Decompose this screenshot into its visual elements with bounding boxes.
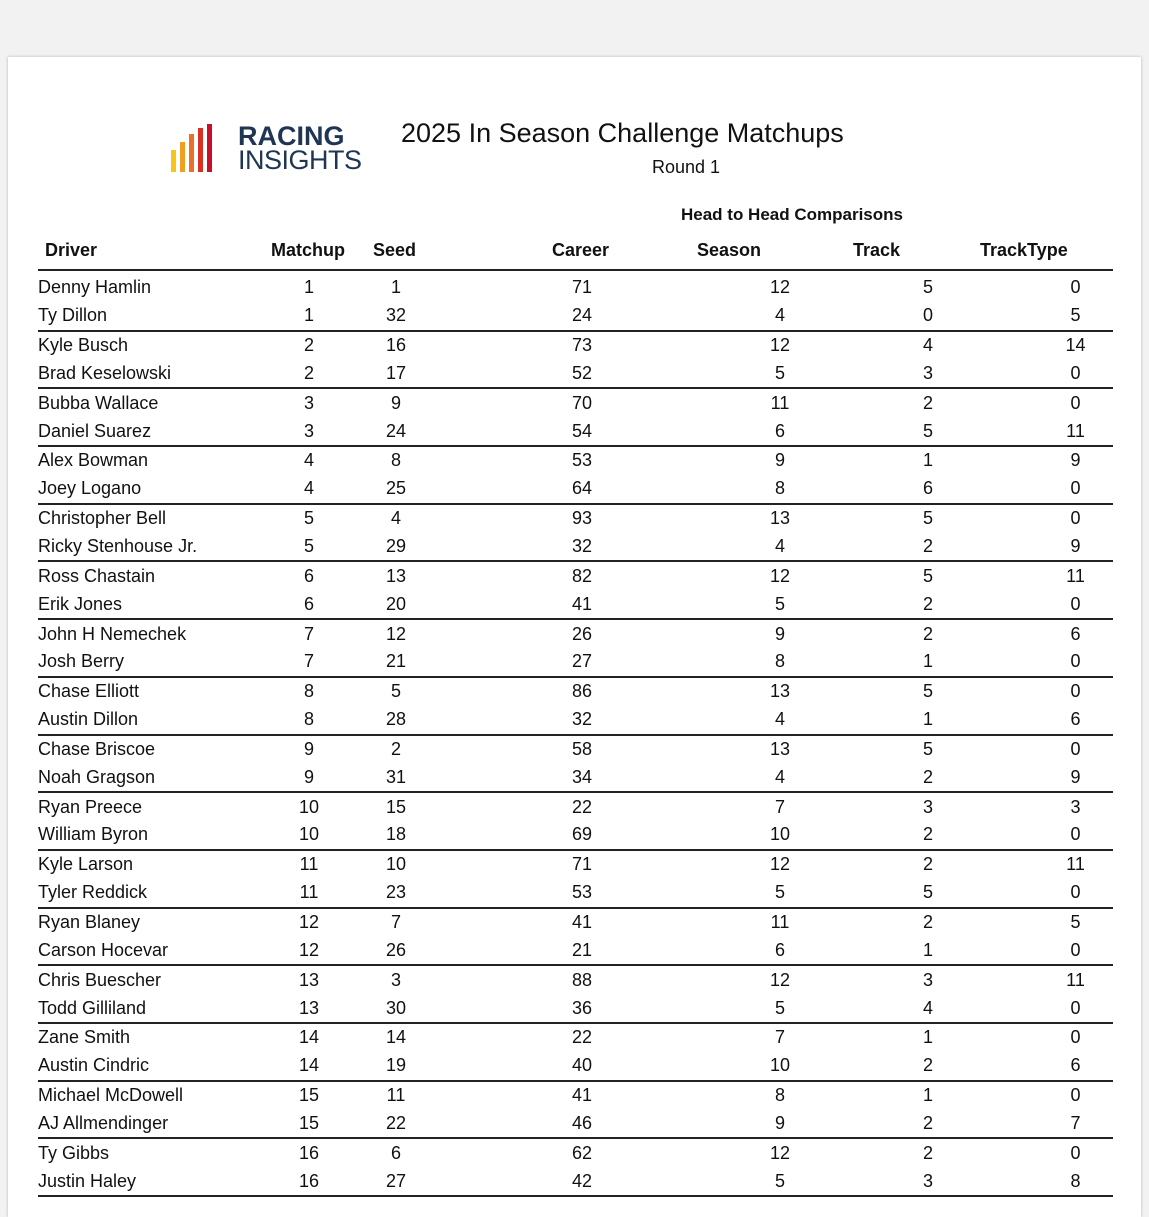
track-cell: 1: [818, 706, 1038, 735]
driver-cell: Erik Jones: [38, 590, 248, 619]
table-row: [38, 360, 1113, 389]
matchup-cell: 8: [248, 706, 370, 735]
driver-cell: Daniel Suarez: [38, 417, 248, 446]
season-cell: 4: [742, 706, 818, 735]
column-header-season: Season: [697, 240, 762, 260]
head-to-head-group-header: Head to Head Comparisons: [681, 205, 903, 224]
season-cell: 10: [742, 1052, 818, 1081]
tracktype-cell: 0: [1070, 508, 1081, 529]
seed-cell: 23: [370, 879, 422, 908]
driver-cell: Zane Smith: [38, 1027, 131, 1048]
seed-cell: 27: [370, 1167, 422, 1196]
season-cell: 6: [742, 417, 818, 446]
track-cell: 4: [922, 335, 933, 356]
seed-cell: 16: [385, 335, 407, 356]
season-cell: 5: [742, 360, 818, 389]
matchup-cell: 8: [303, 681, 314, 702]
tracktype-cell: 8: [1038, 1167, 1113, 1196]
matchup-cell: 4: [248, 475, 370, 504]
track-cell: 5: [818, 879, 1038, 908]
driver-cell: Chris Buescher: [38, 969, 162, 990]
matchup-cell: 14: [298, 1027, 320, 1048]
tracktype-cell: 11: [1066, 854, 1085, 875]
matchup-cell: 9: [248, 763, 370, 792]
logo-bar: [189, 134, 194, 172]
matchup-cell: 7: [248, 648, 370, 677]
driver-cell: Bubba Wallace: [38, 392, 159, 413]
driver-cell: Joey Logano: [38, 475, 248, 504]
table-row: [38, 1167, 1113, 1196]
track-cell: 3: [922, 969, 933, 990]
seed-cell: 14: [385, 1027, 407, 1048]
seed-cell: 29: [370, 533, 422, 562]
tracktype-cell: 0: [1070, 681, 1081, 702]
career-cell: 69: [422, 821, 742, 850]
driver-cell: Chase Elliott: [38, 681, 140, 702]
track-cell: 2: [922, 911, 933, 932]
column-header-career: Career: [552, 240, 610, 260]
season-cell: 4: [742, 533, 818, 562]
driver-cell: John H Nemechek: [38, 623, 187, 644]
career-cell: 41: [571, 1085, 593, 1106]
season-cell: 7: [774, 1027, 785, 1048]
table-row: [38, 274, 1113, 302]
seed-cell: 25: [370, 475, 422, 504]
tracktype-cell: 5: [1070, 911, 1081, 932]
column-header-seed: Seed: [373, 240, 417, 260]
table-row: [38, 850, 1113, 879]
career-cell: 24: [422, 302, 742, 331]
tracktype-cell: 3: [1070, 796, 1081, 817]
season-cell: 9: [774, 623, 785, 644]
driver-cell: William Byron: [38, 821, 248, 850]
career-cell: 88: [571, 969, 593, 990]
driver-cell: Ryan Preece: [38, 796, 143, 817]
track-cell: 1: [922, 450, 933, 471]
track-cell: 2: [818, 533, 1038, 562]
career-cell: 32: [422, 706, 742, 735]
table-row: [38, 1081, 1113, 1110]
table-row: [38, 446, 1113, 475]
career-cell: 26: [571, 623, 593, 644]
seed-cell: 19: [370, 1052, 422, 1081]
seed-cell: 4: [390, 508, 401, 529]
table-row: [38, 590, 1113, 619]
seed-cell: 32: [370, 302, 422, 331]
track-cell: 2: [922, 854, 933, 875]
matchups-table: [38, 274, 1113, 1197]
seed-cell: 6: [390, 1142, 401, 1163]
matchup-cell: 9: [303, 738, 314, 759]
track-cell: 3: [818, 360, 1038, 389]
season-cell: 7: [774, 796, 785, 817]
column-header-driver: Driver: [45, 240, 98, 260]
matchup-cell: 5: [248, 533, 370, 562]
track-cell: 2: [922, 1142, 933, 1163]
career-cell: 82: [571, 565, 593, 586]
track-cell: 2: [818, 763, 1038, 792]
career-cell: 93: [571, 508, 593, 529]
matchup-cell: 5: [303, 508, 314, 529]
career-cell: 32: [422, 533, 742, 562]
season-cell: 5: [742, 590, 818, 619]
logo-line2: INSIGHTS: [238, 145, 362, 175]
matchup-cell: 2: [248, 360, 370, 389]
matchup-cell: 11: [248, 879, 370, 908]
driver-cell: AJ Allmendinger: [38, 1109, 248, 1138]
tracktype-cell: 0: [1038, 936, 1113, 965]
tracktype-cell: 6: [1070, 623, 1081, 644]
column-header-matchup: Matchup: [271, 240, 345, 260]
career-cell: 53: [571, 450, 593, 471]
table-row: [38, 561, 1113, 590]
career-cell: 71: [571, 854, 593, 875]
table-row: [38, 706, 1113, 735]
track-cell: 2: [922, 623, 933, 644]
tracktype-cell: 0: [1070, 392, 1081, 413]
track-cell: 5: [922, 681, 933, 702]
career-cell: 22: [571, 1027, 593, 1048]
seed-cell: 26: [370, 936, 422, 965]
season-cell: 12: [769, 565, 791, 586]
track-cell: 0: [818, 302, 1038, 331]
seed-cell: 30: [370, 994, 422, 1023]
career-cell: 41: [422, 590, 742, 619]
season-cell: 4: [742, 763, 818, 792]
seed-cell: 13: [385, 565, 407, 586]
season-cell: 12: [769, 1142, 791, 1163]
season-cell: 5: [742, 879, 818, 908]
career-cell: 86: [571, 681, 593, 702]
career-cell: 70: [571, 392, 593, 413]
matchup-cell: 6: [248, 590, 370, 619]
season-cell: 6: [742, 936, 818, 965]
logo-bars-icon: [171, 124, 215, 172]
table-row: [38, 879, 1113, 908]
column-header-tracktype: TrackType: [980, 240, 1068, 260]
table-row: [38, 1138, 1113, 1167]
driver-cell: Chase Briscoe: [38, 738, 156, 759]
racing-insights-logo: [171, 121, 366, 176]
table-row: [38, 792, 1113, 821]
driver-cell: Ty Gibbs: [38, 1142, 110, 1163]
season-cell: 8: [774, 1085, 785, 1106]
driver-cell: Tyler Reddick: [38, 879, 248, 908]
season-cell: 9: [774, 450, 785, 471]
table-row: [38, 619, 1113, 648]
driver-cell: Austin Dillon: [38, 706, 248, 735]
table-row: [38, 677, 1113, 706]
matchup-cell: 3: [248, 417, 370, 446]
driver-cell: Denny Hamlin: [38, 277, 152, 298]
tracktype-cell: 0: [1070, 1027, 1081, 1048]
track-cell: 5: [922, 565, 933, 586]
table-row: [38, 763, 1113, 792]
track-cell: 2: [818, 590, 1038, 619]
seed-cell: 1: [390, 277, 401, 298]
track-cell: 3: [922, 796, 933, 817]
table-row: [38, 331, 1113, 360]
seed-cell: 24: [370, 417, 422, 446]
matchup-cell: 1: [248, 302, 370, 331]
seed-cell: 9: [390, 392, 401, 413]
tracktype-cell: 11: [1066, 565, 1085, 586]
seed-cell: 15: [385, 796, 407, 817]
table-row: [38, 1109, 1113, 1138]
table-row: [38, 1052, 1113, 1081]
career-cell: 40: [422, 1052, 742, 1081]
matchup-cell: 7: [303, 623, 314, 644]
table-row: [38, 994, 1113, 1023]
tracktype-cell: 9: [1070, 450, 1081, 471]
track-cell: 2: [818, 1109, 1038, 1138]
season-cell: 13: [769, 508, 791, 529]
tracktype-cell: 14: [1065, 335, 1086, 356]
matchup-cell: 14: [248, 1052, 370, 1081]
matchup-cell: 16: [298, 1142, 320, 1163]
track-cell: 6: [818, 475, 1038, 504]
career-cell: 21: [422, 936, 742, 965]
season-cell: 12: [769, 277, 791, 298]
driver-cell: Noah Gragson: [38, 763, 248, 792]
matchup-cell: 13: [298, 969, 320, 990]
logo-bar: [207, 124, 212, 172]
table-row: [38, 936, 1113, 965]
driver-cell: Todd Gilliland: [38, 994, 248, 1023]
track-cell: 5: [922, 508, 933, 529]
logo-bar: [171, 150, 176, 172]
column-header-track: Track: [853, 240, 901, 260]
table-row: [38, 1023, 1113, 1052]
tracktype-cell: 5: [1038, 302, 1113, 331]
track-cell: 2: [818, 821, 1038, 850]
table-row: [38, 648, 1113, 677]
matchup-cell: 4: [303, 450, 314, 471]
career-cell: 46: [422, 1109, 742, 1138]
tracktype-cell: 0: [1070, 1142, 1081, 1163]
seed-cell: 8: [390, 450, 401, 471]
driver-cell: Ricky Stenhouse Jr.: [38, 533, 248, 562]
seed-cell: 17: [370, 360, 422, 389]
seed-cell: 18: [370, 821, 422, 850]
season-cell: 9: [742, 1109, 818, 1138]
seed-cell: 11: [386, 1085, 406, 1106]
career-cell: 53: [422, 879, 742, 908]
tracktype-cell: 7: [1038, 1109, 1113, 1138]
tracktype-cell: 9: [1038, 763, 1113, 792]
driver-cell: Alex Bowman: [38, 450, 149, 471]
page-title: 2025 In Season Challenge Matchups: [401, 118, 844, 148]
seed-cell: 20: [370, 590, 422, 619]
tracktype-cell: 11: [1066, 969, 1085, 990]
career-cell: 52: [422, 360, 742, 389]
driver-cell: Justin Haley: [38, 1167, 248, 1196]
season-cell: 8: [742, 648, 818, 677]
career-cell: 27: [422, 648, 742, 677]
track-cell: 5: [922, 738, 933, 759]
table-row: [38, 965, 1113, 994]
tracktype-cell: 0: [1070, 277, 1081, 298]
season-cell: 13: [769, 738, 791, 759]
logo-bar: [198, 128, 203, 172]
logo-line1: RACING: [238, 121, 345, 151]
table-row: [38, 504, 1113, 533]
career-cell: 58: [571, 738, 593, 759]
table-row: [38, 821, 1113, 850]
page-subtitle: Round 1: [652, 157, 721, 177]
table-row: [38, 475, 1113, 504]
table-row: [38, 533, 1113, 562]
career-cell: 62: [571, 1142, 593, 1163]
track-cell: 4: [818, 994, 1038, 1023]
driver-cell: Ross Chastain: [38, 565, 156, 586]
career-cell: 36: [422, 994, 742, 1023]
seed-cell: 10: [385, 854, 407, 875]
matchup-cell: 13: [248, 994, 370, 1023]
career-cell: 41: [571, 911, 593, 932]
career-cell: 34: [422, 763, 742, 792]
tracktype-cell: 11: [1038, 417, 1113, 446]
tracktype-cell: 0: [1038, 994, 1113, 1023]
matchup-cell: 6: [303, 565, 314, 586]
track-cell: 2: [922, 392, 933, 413]
logo-bar: [180, 142, 185, 172]
matchup-cell: 15: [248, 1109, 370, 1138]
season-cell: 10: [742, 821, 818, 850]
matchups-table-body: [38, 274, 1113, 1196]
tracktype-cell: 0: [1038, 821, 1113, 850]
tracktype-cell: 6: [1038, 706, 1113, 735]
tracktype-cell: 0: [1038, 475, 1113, 504]
matchup-cell: 16: [248, 1167, 370, 1196]
season-cell: 12: [769, 854, 791, 875]
seed-cell: 3: [390, 969, 401, 990]
season-cell: 5: [742, 994, 818, 1023]
matchup-cell: 1: [303, 277, 314, 298]
track-cell: 1: [922, 1085, 933, 1106]
track-cell: 5: [922, 277, 933, 298]
career-cell: 71: [571, 277, 593, 298]
tracktype-cell: 0: [1070, 1085, 1081, 1106]
matchup-cell: 10: [248, 821, 370, 850]
table-row: [38, 388, 1113, 417]
matchup-cell: 2: [303, 335, 314, 356]
matchup-cell: 10: [298, 796, 320, 817]
seed-cell: 22: [370, 1109, 422, 1138]
matchup-cell: 15: [298, 1085, 320, 1106]
seed-cell: 28: [370, 706, 422, 735]
seed-cell: 2: [390, 738, 401, 759]
matchup-cell: 3: [303, 392, 314, 413]
table-row: [38, 908, 1113, 937]
career-cell: 64: [422, 475, 742, 504]
seed-cell: 12: [385, 623, 407, 644]
track-cell: 2: [818, 1052, 1038, 1081]
driver-cell: Ryan Blaney: [38, 911, 141, 932]
tracktype-cell: 0: [1038, 648, 1113, 677]
track-cell: 1: [922, 1027, 933, 1048]
season-cell: 12: [769, 969, 791, 990]
track-cell: 5: [818, 417, 1038, 446]
track-cell: 1: [818, 936, 1038, 965]
track-cell: 3: [818, 1167, 1038, 1196]
career-cell: 42: [422, 1167, 742, 1196]
tracktype-cell: 0: [1038, 360, 1113, 389]
tracktype-cell: 9: [1038, 533, 1113, 562]
career-cell: 22: [571, 796, 593, 817]
matchup-cell: 11: [299, 854, 319, 875]
season-cell: 11: [770, 392, 790, 413]
header-rule: [38, 269, 1113, 271]
table-row: [38, 302, 1113, 331]
driver-cell: Ty Dillon: [38, 302, 248, 331]
tracktype-cell: 6: [1038, 1052, 1113, 1081]
matchup-cell: 12: [298, 911, 320, 932]
matchup-cell: 12: [248, 936, 370, 965]
seed-cell: 31: [370, 763, 422, 792]
driver-cell: Carson Hocevar: [38, 936, 248, 965]
season-cell: 13: [769, 681, 791, 702]
driver-cell: Josh Berry: [38, 648, 248, 677]
table-row: [38, 735, 1113, 764]
season-cell: 12: [769, 335, 791, 356]
season-cell: 4: [742, 302, 818, 331]
tracktype-cell: 0: [1038, 879, 1113, 908]
driver-cell: Kyle Larson: [38, 854, 134, 875]
season-cell: 8: [742, 475, 818, 504]
seed-cell: 5: [390, 681, 401, 702]
driver-cell: Brad Keselowski: [38, 360, 248, 389]
career-cell: 73: [571, 335, 593, 356]
driver-cell: Michael McDowell: [38, 1085, 184, 1106]
driver-cell: Austin Cindric: [38, 1052, 248, 1081]
season-cell: 5: [742, 1167, 818, 1196]
logo-text: [238, 121, 362, 175]
table-row: [38, 417, 1113, 446]
track-cell: 1: [818, 648, 1038, 677]
career-cell: 54: [422, 417, 742, 446]
tracktype-cell: 0: [1070, 738, 1081, 759]
seed-cell: 21: [370, 648, 422, 677]
driver-cell: Kyle Busch: [38, 335, 129, 356]
season-cell: 11: [770, 911, 790, 932]
driver-cell: Christopher Bell: [38, 508, 167, 529]
tracktype-cell: 0: [1038, 590, 1113, 619]
seed-cell: 7: [390, 911, 401, 932]
